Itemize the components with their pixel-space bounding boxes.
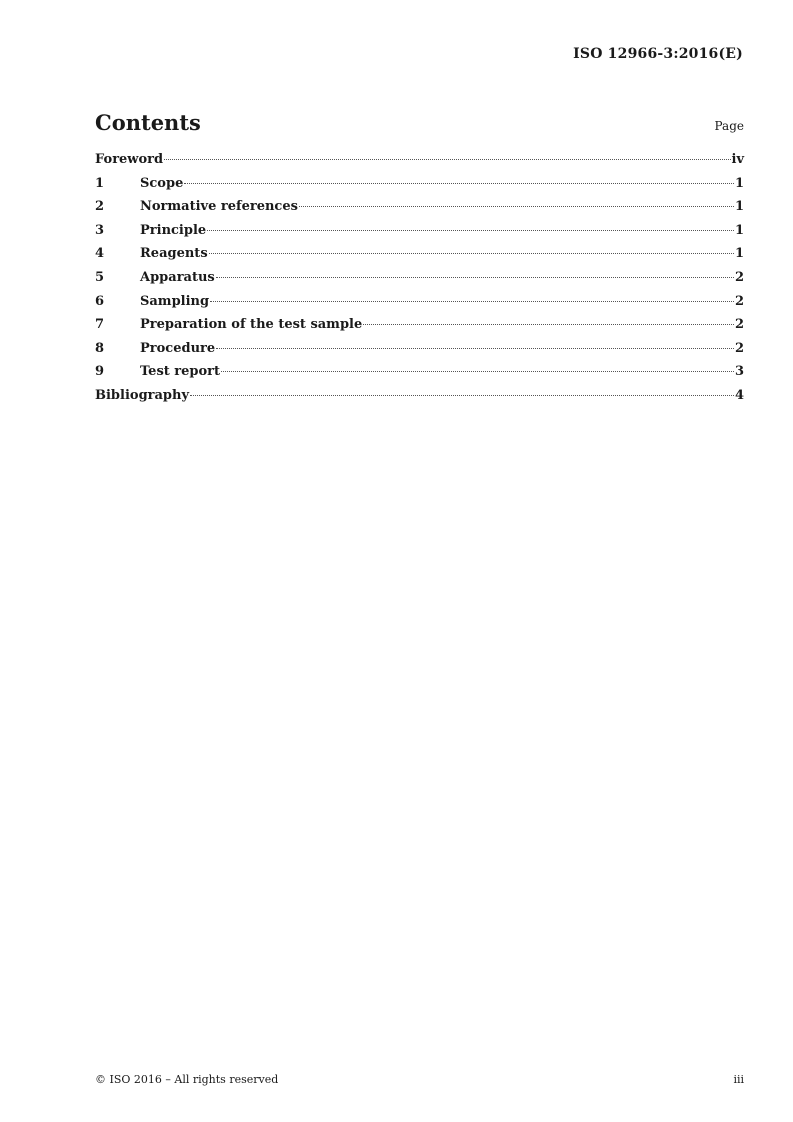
toc-entry-apparatus[interactable] [95,270,744,294]
toc-entry-reagents[interactable] [95,246,744,270]
toc-entry-title: Preparation of the test sample [140,317,363,333]
toc-entry-title: Normative references [140,199,298,215]
toc-entry-sampling[interactable] [95,294,744,318]
toc-leader [164,159,730,160]
toc-entry-page: 2 [734,269,744,285]
page-footer [95,1073,744,1086]
toc-entry-scope[interactable] [95,176,744,200]
copyright-notice: © ISO 2016 – All rights reserved [95,1073,279,1086]
toc-entry-page: iv [731,152,744,167]
toc-entry-title: Test report [140,364,221,380]
toc-entry-page: 1 [734,175,744,191]
toc-entry-number: 5 [95,269,105,285]
toc-entry-number: 1 [95,175,105,191]
toc-entry-page: 1 [734,222,744,238]
toc-entry-bibliography[interactable] [95,388,744,412]
toc-leader [363,324,734,325]
toc-entry-title: Scope [140,175,184,191]
toc-entry-page: 1 [734,246,744,262]
toc-entry-title: Sampling [140,293,210,309]
toc-leader [209,253,734,254]
toc-entry-foreword[interactable] [95,152,744,176]
toc-leader [299,206,734,207]
toc-entry-preparation-of-test-sample[interactable] [95,317,744,341]
toc-leader [207,230,734,231]
toc-entry-title: Bibliography [95,387,190,403]
toc-entry-number: 9 [95,364,105,380]
toc-entry-number: 3 [95,222,105,238]
toc-leader [216,348,734,349]
toc-leader [184,183,734,184]
toc-entry-title: Principle [140,222,207,238]
toc-leader [210,301,734,302]
contents-title: Contents [95,110,201,135]
toc-entry-number: 8 [95,340,105,356]
toc-entry-page: 2 [734,293,744,309]
toc-leader [221,371,734,372]
page-column-label: Page [714,119,744,133]
toc-entry-number: 7 [95,317,105,333]
toc-entry-page: 2 [734,317,744,333]
document-id: ISO 12966-3:2016(E) [573,46,743,62]
toc-entry-page: 2 [734,340,744,356]
toc-entry-page: 1 [734,199,744,215]
toc-leader [190,395,734,396]
toc-entry-procedure[interactable] [95,341,744,365]
toc-entry-title: Apparatus [140,269,215,285]
toc-entry-number: 6 [95,293,105,309]
toc-entry-title: Reagents [140,246,208,262]
page-number: iii [733,1073,744,1086]
toc-entry-number: 2 [95,199,105,215]
contents-header [95,110,744,135]
toc-entry-page: 3 [734,364,744,380]
table-of-contents [95,152,744,412]
toc-entry-title: Foreword [95,152,164,167]
toc-leader [216,277,734,278]
toc-entry-page: 4 [734,387,744,403]
toc-entry-normative-references[interactable] [95,199,744,223]
toc-entry-test-report[interactable] [95,364,744,388]
toc-entry-number: 4 [95,246,105,262]
toc-entry-title: Procedure [140,340,216,356]
toc-entry-principle[interactable] [95,223,744,247]
